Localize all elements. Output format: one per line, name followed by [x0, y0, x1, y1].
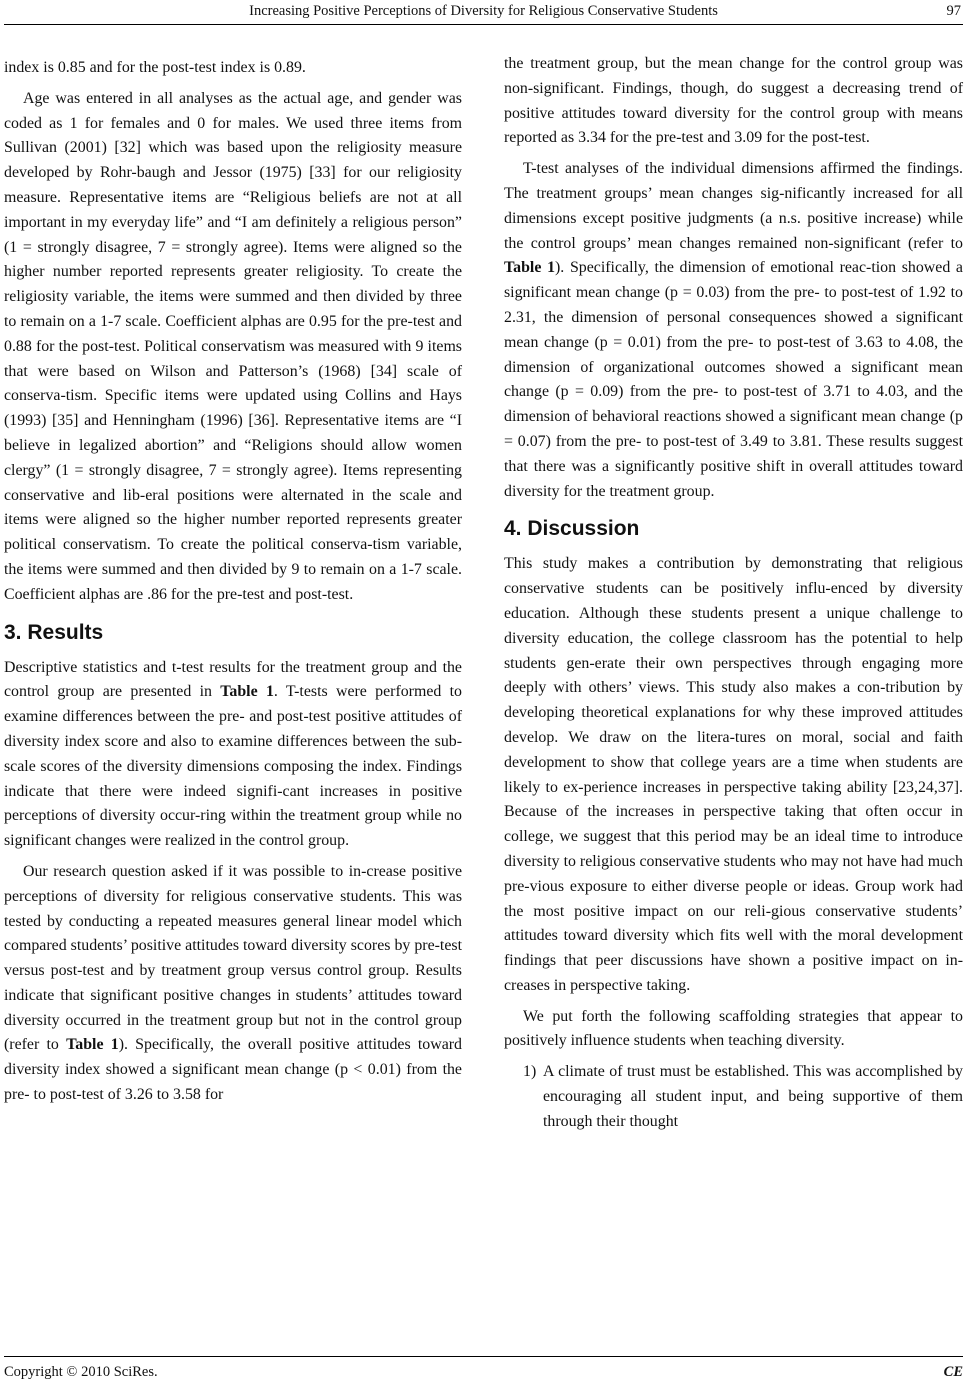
paragraph: This study makes a contribution by demonstrating that religious conservative students can be positively influ-enced by diversity education. Although these students present a unique challenge to diversity education, the college classroom has the potential to help students gen-erate their own perspectives through engaging more deeply with others’ views. This study also makes a con-tribution by developing theoretical explanations for why these improved attitudes develop. We draw on the litera-tures on moral, social and faith development to show that college years are a time when students are likely to ex-perience increases in perspective taking ability [23,24,37]. Because of the increases in perspective taking that often occur in college, we suggest that this period may be an ideal time to introduce diversity to religious conservative students who may not have had much pre-vious exposure to either diverse people or ideas. Group work had the most positive impact on our reli-gious conservative students’ attitudes toward diversity which fits well with the moral development findings that peer discussions have shown a positive impact on in-creases in perspective taking. [504, 555, 963, 994]
running-title: Increasing Positive Perceptions of Diversity for Religious Conservative Students [249, 3, 718, 19]
header-rule [4, 24, 963, 25]
text: ). Specifically, the overall positive attitudes toward diversity index showed a significant mean change (p < 0.01) from the pre- to post-test of 3.26 to 3.58 for [4, 1036, 462, 1104]
left-column [4, 56, 462, 1114]
text: T-test analyses of the individual dimensions affirmed the findings. The treatment groups’ mean changes sig-nificantly increased for all dimensions except positive judgments (a n.s. positive increase) while the control groups’ mean changes remained non-significant (refer to [504, 160, 963, 252]
journal-abbrev: CE [943, 1364, 963, 1380]
running-header [0, 3, 967, 23]
paragraph [4, 656, 462, 854]
text: Our research question asked if it was possible to in-crease positive perceptions of diversity for religious conservative students. This was tested by conducting a repeated measures general linear model which compared students’ positive attitudes toward diversity scores by pre-test versus post-test and by treatment group versus control group. Results indicate that significant positive changes in students’ attitudes toward diversity occurred in the treatment group but not in the control group (refer to [4, 862, 462, 1054]
page-number: 97 [946, 3, 961, 19]
text: Descriptive statistics and t-test results for the treatment group and the control group are presented in [4, 658, 462, 701]
text: . T-tests were performed to examine differences between the pre- and post-test positive attitudes of diversity index score and also to examine differences between the sub-scale scores of the diversity dimensions composing the index. Findings indicate that there were indeed signifi-cant increases in positive perceptions of diversity occur-ring within the treatment group while no significant changes were realized in the control group. [4, 683, 462, 850]
text: ). Specifically, the dimension of emotional reac-tion showed a significant mean change (p = 0.03) from the pre- to post-test of 1.92 to 2.31, the dimension of personal consequences showed a significant mean change (p = 0.01) from the pre- to post-test of 3.63 to 4.08, the dimension of organizational outcomes showed a significant mean change (p = 0.09) from the pre- to post-test of 3.71 to 4.03, and the dimension of behavioral reactions showed a significant mean change (p = 0.07) from the pre- to post-test of 3.49 to 3.81. These results suggest that there was a significantly positive shift in overall attitudes toward diversity for the treatment group. [504, 259, 963, 500]
list-item-text: A climate of trust must be established. This was accomplished by encouraging all student input, and being supportive of them through their thought [543, 1063, 963, 1130]
paragraph: Age was entered in all analyses as the actual age, and gender was coded as 1 for females and 0 for males. We used three items from Sullivan (2001) [32] which was based upon the religiosity measure developed by Rohr-baugh and Jessor (1975) [33] for our religiosity measure. Representative items are “Religious beliefs are not at all important in my everyday life” and “I am definitely a religious person” (1 = strongly disagree, 7 = strongly agree). Items were aligned so the higher number reported represents greater religiosity. To create the religiosity variable, the items were summed and then divided by three to remain on a 1-7 scale. Coefficient alphas are 0.95 for the pre-test and 0.88 for the post-test. Political conservatism was measured with 9 items that were based on Wilson and Patterson’s (1968) [34] scale of conserva-tism. Specific items were updated using Collins and Hays (1993) [35] and Henningham (1996) [36]. Representative items are “I believe in legalized abortion” and “Religions should allow women clergy” (1 = strongly disagree, 7 = strongly agree). Items representing conservative and lib-eral positions were alternated in the scale and items were aligned so the higher number reported represents greater political conservatism. To create the political conserva-tism variable, the items were summed and then divided by 9 to remain on a 1-7 scale. Coefficient alphas are .86 for the pre-test and post-test. [4, 89, 462, 603]
section-heading-results: 3. Results [4, 620, 104, 644]
paragraph: the treatment group, but the mean change for the control group was non-significant. Findings, though, do suggest a decreasing trend of positive attitudes toward diversity for the control group with means reported as 3.34 for the pre-test and 3.09 for the post-test. [504, 55, 963, 147]
paragraph [4, 860, 462, 1108]
paragraph: We put forth the following scaffolding strategies that appear to positively influence students when teaching diversity. [504, 1007, 963, 1050]
table-ref: Table 1 [504, 259, 556, 277]
section-heading-discussion: 4. Discussion [504, 517, 640, 541]
right-column [504, 52, 963, 1135]
copyright: Copyright © 2010 SciRes. [4, 1364, 158, 1380]
list-item-number: 1) [523, 1063, 537, 1081]
list-item [523, 1060, 963, 1134]
table-ref: Table 1 [220, 683, 274, 701]
footer-rule [4, 1356, 963, 1357]
paragraph: index is 0.85 and for the post-test index is 0.89. [4, 59, 306, 76]
table-ref: Table 1 [66, 1036, 119, 1054]
paragraph [504, 157, 963, 504]
